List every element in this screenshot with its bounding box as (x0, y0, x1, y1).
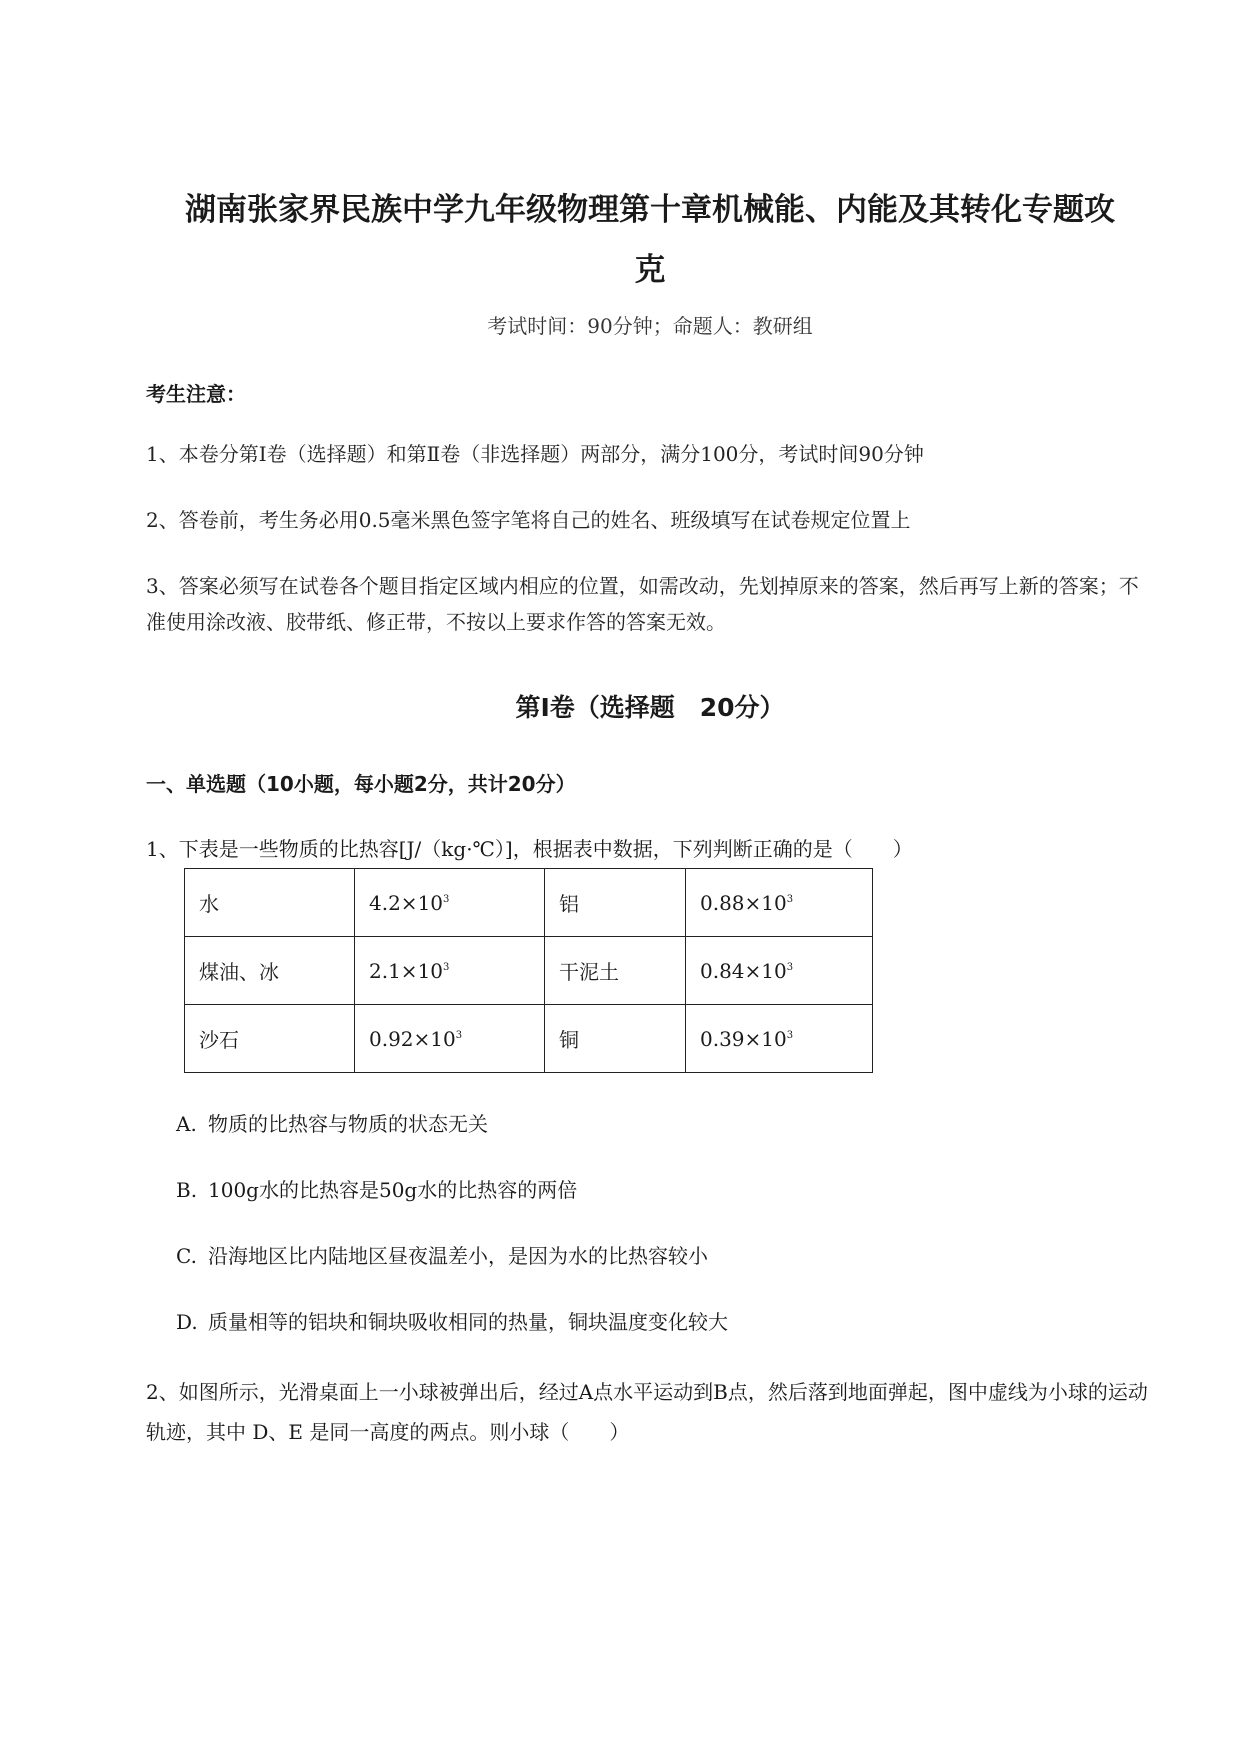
notice-item-2: 2、答卷前，考生务必用0.5毫米黑色签字笔将自己的姓名、班级填写在试卷规定位置上 (146, 508, 911, 532)
option-letter: A. (176, 1112, 197, 1136)
cell-value: 0.39×10 (700, 1026, 787, 1051)
table-cell: 铝 (545, 869, 686, 937)
cell-value: 0.92×10 (369, 1026, 456, 1051)
exponent: 3 (443, 961, 450, 973)
exponent: 3 (786, 961, 794, 973)
option-text: 沿海地区比内陆地区昼夜温差小，是因为水的比热容较小 (208, 1244, 708, 1268)
exponent: 3 (455, 1029, 463, 1041)
table-cell (355, 1005, 545, 1073)
question-1-option-d (176, 1307, 728, 1337)
table-cell: 干泥土 (545, 937, 686, 1005)
table-row (185, 869, 873, 937)
option-text: 物质的比热容与物质的状态无关 (208, 1112, 488, 1136)
notice-item-1: 1、本卷分第Ⅰ卷（选择题）和第Ⅱ卷（非选择题）两部分，满分100分，考试时间90分钟 (146, 442, 924, 466)
table-cell: 水 (185, 869, 355, 937)
section-title: 第Ⅰ卷（选择题 20分） (515, 693, 785, 722)
table-cell (686, 937, 873, 1005)
table-cell (355, 937, 545, 1005)
question-1-stem: 1、下表是一些物质的比热容[J/（kg·℃）]，根据表中数据，下列判断正确的是（ ） (146, 837, 913, 861)
table-cell: 煤油、冰 (185, 937, 355, 1005)
cell-value: 4.2×10 (369, 890, 444, 915)
table-cell (355, 869, 545, 937)
exam-title-line1: 湖南张家界民族中学九年级物理第十章机械能、内能及其转化专题攻 (185, 192, 1115, 228)
cell-value: 0.88×10 (700, 890, 787, 915)
table-cell (686, 1005, 873, 1073)
notice-item-3: 3、答案必须写在试卷各个题目指定区域内相应的位置，如需改动，先划掉原来的答案，然后再写上新的答案；不准使用涂改液、胶带纸、修正带，不按以上要求作答的答案无效。 (146, 574, 1139, 634)
exam-subtitle: 考试时间：90分钟；命题人：教研组 (487, 314, 813, 338)
question-1-option-a (176, 1109, 488, 1139)
exponent: 3 (786, 893, 794, 905)
notice-heading: 考生注意： (146, 382, 246, 406)
exam-title (140, 180, 1160, 300)
table-cell: 沙石 (185, 1005, 355, 1073)
part-heading: 一、单选题（10小题，每小题2分，共计20分） (146, 772, 576, 796)
question-1-option-b (176, 1175, 577, 1205)
exponent: 3 (786, 1029, 794, 1041)
option-letter: C. (176, 1244, 197, 1268)
cell-value: 0.84×10 (700, 958, 787, 983)
option-text: 质量相等的铝块和铜块吸收相同的热量，铜块温度变化较大 (208, 1310, 728, 1334)
question-1-option-c (176, 1241, 708, 1271)
cell-value: 2.1×10 (369, 958, 444, 983)
table-row (185, 1005, 873, 1073)
table-row (185, 937, 873, 1005)
specific-heat-table (184, 868, 873, 1073)
option-letter: D. (176, 1310, 198, 1334)
option-text: 100g水的比热容是50g水的比热容的两倍 (208, 1178, 578, 1202)
table-cell (686, 869, 873, 937)
table-cell: 铜 (545, 1005, 686, 1073)
option-letter: B. (176, 1178, 198, 1202)
exam-title-line2: 克 (634, 252, 666, 288)
question-2-stem: 2、如图所示，光滑桌面上一小球被弹出后，经过A点水平运动到B点，然后落到地面弹起，图中虚线为小球的运动轨迹，其中 D、E 是同一高度的两点。则小球（ ） (146, 1380, 1148, 1444)
exponent: 3 (443, 893, 450, 905)
